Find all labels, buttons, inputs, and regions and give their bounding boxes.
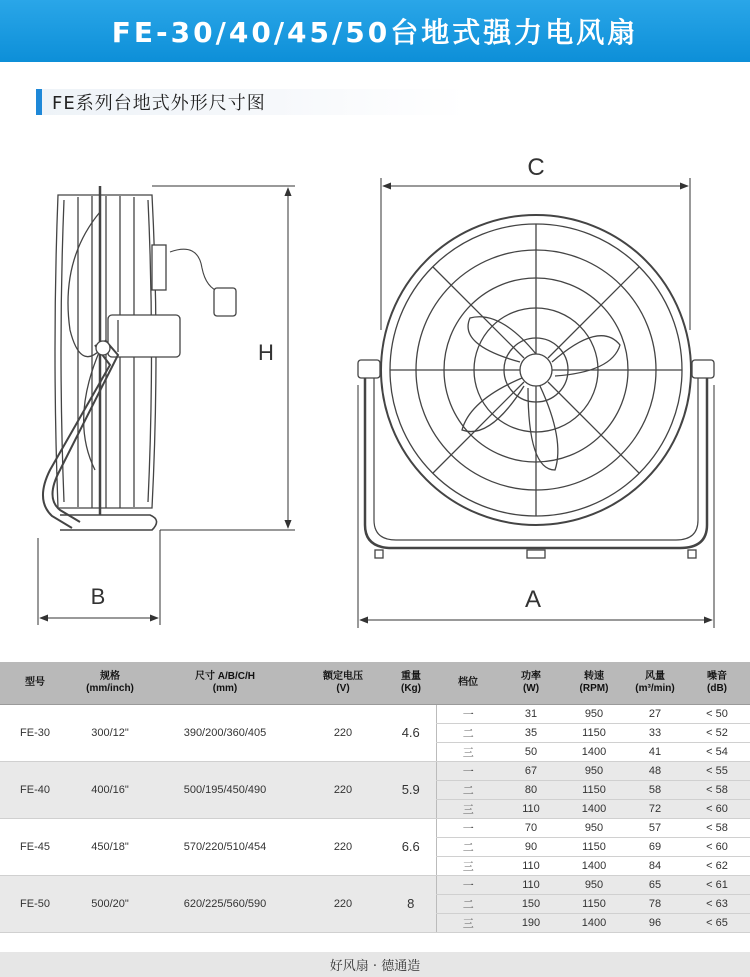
cell-noise: < 54 <box>684 742 750 761</box>
header-spec: 规格 (mm/inch) <box>70 662 150 704</box>
cell-model: FE-50 <box>0 875 70 932</box>
cell-power: 110 <box>500 875 562 894</box>
cell-size: 620/225/560/590 <box>150 875 300 932</box>
cell-noise: < 58 <box>684 780 750 799</box>
cell-level: 三 <box>436 856 500 875</box>
cell-airflow: 48 <box>626 761 684 780</box>
cell-weight: 4.6 <box>386 704 436 761</box>
cell-speed: 950 <box>562 704 626 723</box>
cell-speed: 1400 <box>562 913 626 932</box>
page-title: FE-30/40/45/50台地式强力电风扇 <box>0 0 750 62</box>
cell-airflow: 78 <box>626 894 684 913</box>
cell-model: FE-40 <box>0 761 70 818</box>
cell-power: 90 <box>500 837 562 856</box>
cell-noise: < 60 <box>684 799 750 818</box>
spec-table-header <box>0 662 750 704</box>
cell-spec: 500/20" <box>70 875 150 932</box>
header-model: 型号 <box>0 662 70 704</box>
dimension-label-h: H <box>258 340 274 365</box>
cell-spec: 300/12" <box>70 704 150 761</box>
cell-weight: 5.9 <box>386 761 436 818</box>
cell-model: FE-30 <box>0 704 70 761</box>
table-row <box>0 761 750 780</box>
cell-voltage: 220 <box>300 761 386 818</box>
cell-noise: < 52 <box>684 723 750 742</box>
cell-power: 110 <box>500 856 562 875</box>
dimension-label-a: A <box>524 586 542 613</box>
cell-power: 35 <box>500 723 562 742</box>
cell-level: 二 <box>436 894 500 913</box>
cell-speed: 1150 <box>562 894 626 913</box>
cell-weight: 6.6 <box>386 818 436 875</box>
fan-side-view <box>43 186 236 530</box>
cell-size: 500/195/450/490 <box>150 761 300 818</box>
cell-airflow: 84 <box>626 856 684 875</box>
cell-speed: 1400 <box>562 856 626 875</box>
cell-airflow: 72 <box>626 799 684 818</box>
dimension-label-b: B <box>90 584 106 609</box>
cell-level: 二 <box>436 837 500 856</box>
cell-noise: < 65 <box>684 913 750 932</box>
cell-size: 570/220/510/454 <box>150 818 300 875</box>
header-power: 功率 (W) <box>500 662 562 704</box>
cell-level: 一 <box>436 761 500 780</box>
header-level: 档位 <box>436 662 500 704</box>
header-size: 尺寸 A/B/C/H (mm) <box>150 662 300 704</box>
cell-airflow: 69 <box>626 837 684 856</box>
cell-power: 70 <box>500 818 562 837</box>
cell-voltage: 220 <box>300 704 386 761</box>
cell-level: 三 <box>436 742 500 761</box>
cell-airflow: 33 <box>626 723 684 742</box>
cell-airflow: 57 <box>626 818 684 837</box>
header-weight: 重量 (Kg) <box>386 662 436 704</box>
spec-table <box>0 662 750 933</box>
cell-level: 一 <box>436 704 500 723</box>
cell-noise: < 63 <box>684 894 750 913</box>
header-noise: 噪音 (dB) <box>684 662 750 704</box>
fan-front-view <box>358 215 714 558</box>
cell-level: 二 <box>436 780 500 799</box>
cell-airflow: 65 <box>626 875 684 894</box>
cell-power: 110 <box>500 799 562 818</box>
header-speed: 转速 (RPM) <box>562 662 626 704</box>
cell-noise: < 60 <box>684 837 750 856</box>
cell-weight: 8 <box>386 875 436 932</box>
cell-speed: 1150 <box>562 723 626 742</box>
cell-power: 67 <box>500 761 562 780</box>
cell-voltage: 220 <box>300 818 386 875</box>
cell-speed: 1400 <box>562 742 626 761</box>
header-voltage: 额定电压 (V) <box>300 662 386 704</box>
cell-level: 一 <box>436 818 500 837</box>
cell-power: 50 <box>500 742 562 761</box>
cell-airflow: 27 <box>626 704 684 723</box>
section-title-text: FE系列台地式外形尺寸图 <box>52 93 266 114</box>
cell-size: 390/200/360/405 <box>150 704 300 761</box>
fan-dimension-drawing <box>0 130 750 650</box>
cell-noise: < 50 <box>684 704 750 723</box>
cell-speed: 1150 <box>562 780 626 799</box>
cell-noise: < 58 <box>684 818 750 837</box>
table-row <box>0 704 750 723</box>
cell-power: 80 <box>500 780 562 799</box>
cell-speed: 1400 <box>562 799 626 818</box>
cell-speed: 950 <box>562 875 626 894</box>
cell-voltage: 220 <box>300 875 386 932</box>
table-row <box>0 875 750 894</box>
cell-level: 三 <box>436 799 500 818</box>
footer <box>0 952 750 977</box>
section-heading <box>36 89 466 115</box>
table-row <box>0 818 750 837</box>
footer-text: 好风扇 · 德通造 <box>329 959 421 974</box>
cell-airflow: 58 <box>626 780 684 799</box>
cell-noise: < 55 <box>684 761 750 780</box>
cell-model: FE-45 <box>0 818 70 875</box>
cell-power: 31 <box>500 704 562 723</box>
cell-level: 三 <box>436 913 500 932</box>
cell-airflow: 96 <box>626 913 684 932</box>
cell-airflow: 41 <box>626 742 684 761</box>
cell-speed: 950 <box>562 761 626 780</box>
cell-level: 一 <box>436 875 500 894</box>
header-airflow: 风量 (m³/min) <box>626 662 684 704</box>
cell-level: 二 <box>436 723 500 742</box>
cell-power: 190 <box>500 913 562 932</box>
section-accent-bar <box>36 89 42 115</box>
cell-spec: 450/18" <box>70 818 150 875</box>
cell-noise: < 62 <box>684 856 750 875</box>
dimension-label-c: C <box>527 154 545 181</box>
cell-spec: 400/16" <box>70 761 150 818</box>
cell-noise: < 61 <box>684 875 750 894</box>
cell-power: 150 <box>500 894 562 913</box>
cell-speed: 1150 <box>562 837 626 856</box>
cell-speed: 950 <box>562 818 626 837</box>
